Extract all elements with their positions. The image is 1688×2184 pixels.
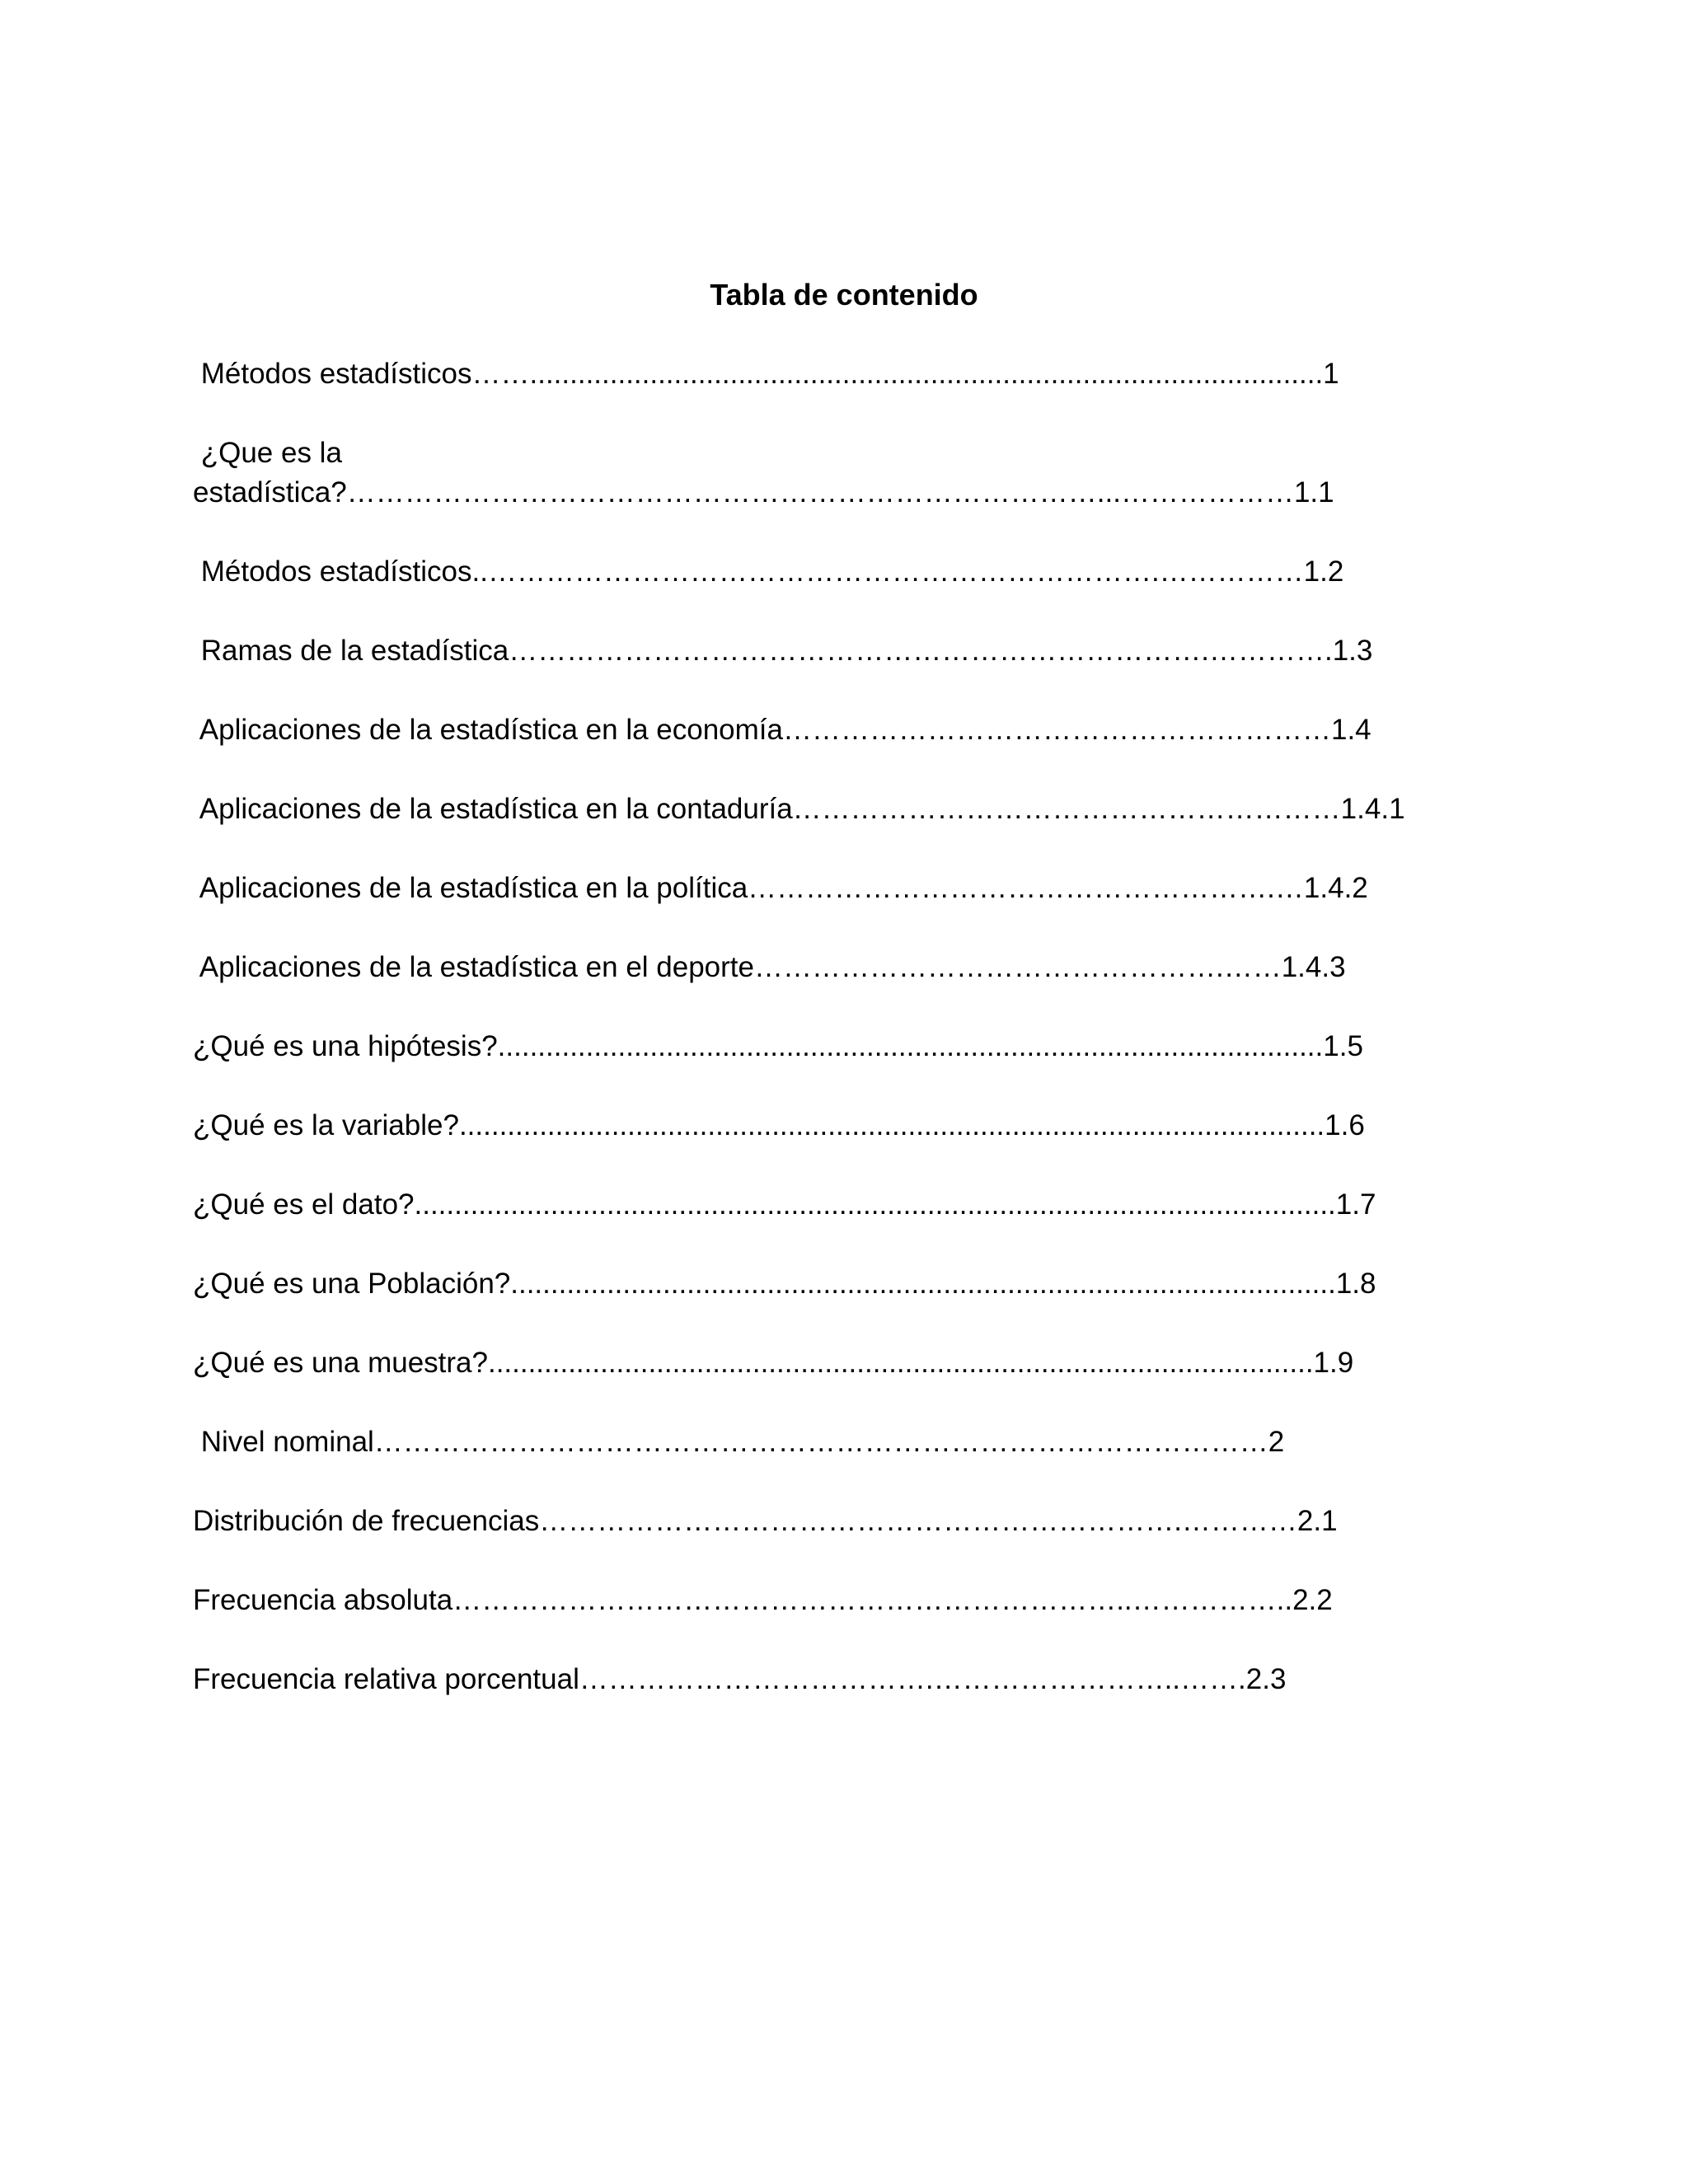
toc-entry-politica: Aplicaciones de la estadística en la política……………………………………………….…1.4.2	[193, 872, 1368, 904]
toc-entry-frecuencia-relativa: Frecuencia relativa porcentual……………………………….……………………..…….2.3	[193, 1663, 1287, 1695]
toc-entry-variable: ¿Qué es la variable?............................................................................................................1.6	[193, 1109, 1365, 1141]
toc-entry-ramas: Ramas de la estadística……………………………………………………………….………….1.3	[193, 635, 1373, 667]
toc-entry-muestra: ¿Qué es una muestra?.......................................................................................................1.9	[193, 1347, 1354, 1379]
toc-entry-distribucion: Distribución de frecuencias………………………………………………………….…………2.1	[193, 1505, 1338, 1537]
toc-entry-contaduria: Aplicaciones de la estadística en la contaduría…………………………………………………1.4.1	[193, 793, 1405, 825]
toc-entry-que-es-la-line2: estadística?……………………………………………………………………...………………1.1	[193, 476, 1334, 509]
toc-entry-poblacion: ¿Qué es una Población?.......................................................................................................1.8	[193, 1268, 1376, 1300]
toc-entry-deporte: Aplicaciones de la estadística en el deporte………………………………………….……1.4.3	[193, 951, 1346, 983]
toc-entry-metodos-estadisticos: Métodos estadísticos……...................................................................................................1	[193, 358, 1339, 390]
toc-entry-frecuencia-absoluta: Frecuencia absoluta……………………………………………………………..……………..2.2	[193, 1584, 1333, 1616]
toc-entry-economia: Aplicaciones de la estadística en la economía…………………………………………………1.4	[193, 714, 1372, 746]
toc-entry-dato: ¿Qué es el dato?...................................................................................................................1.7	[193, 1188, 1376, 1221]
toc-entry-que-es-la-line1: ¿Que es la	[193, 437, 342, 469]
toc-entry-nivel-nominal: Nivel nominal…………………………………………………………………………………2	[193, 1426, 1285, 1458]
toc-entry-metodos-estadisticos-2: Métodos estadísticos..…………………………………………………………….……………1.2	[193, 555, 1344, 588]
toc-entry-hipotesis: ¿Qué es una hipótesis?.......................................................................................................1.5	[193, 1030, 1363, 1062]
toc-title: Tabla de contenido	[710, 278, 978, 312]
